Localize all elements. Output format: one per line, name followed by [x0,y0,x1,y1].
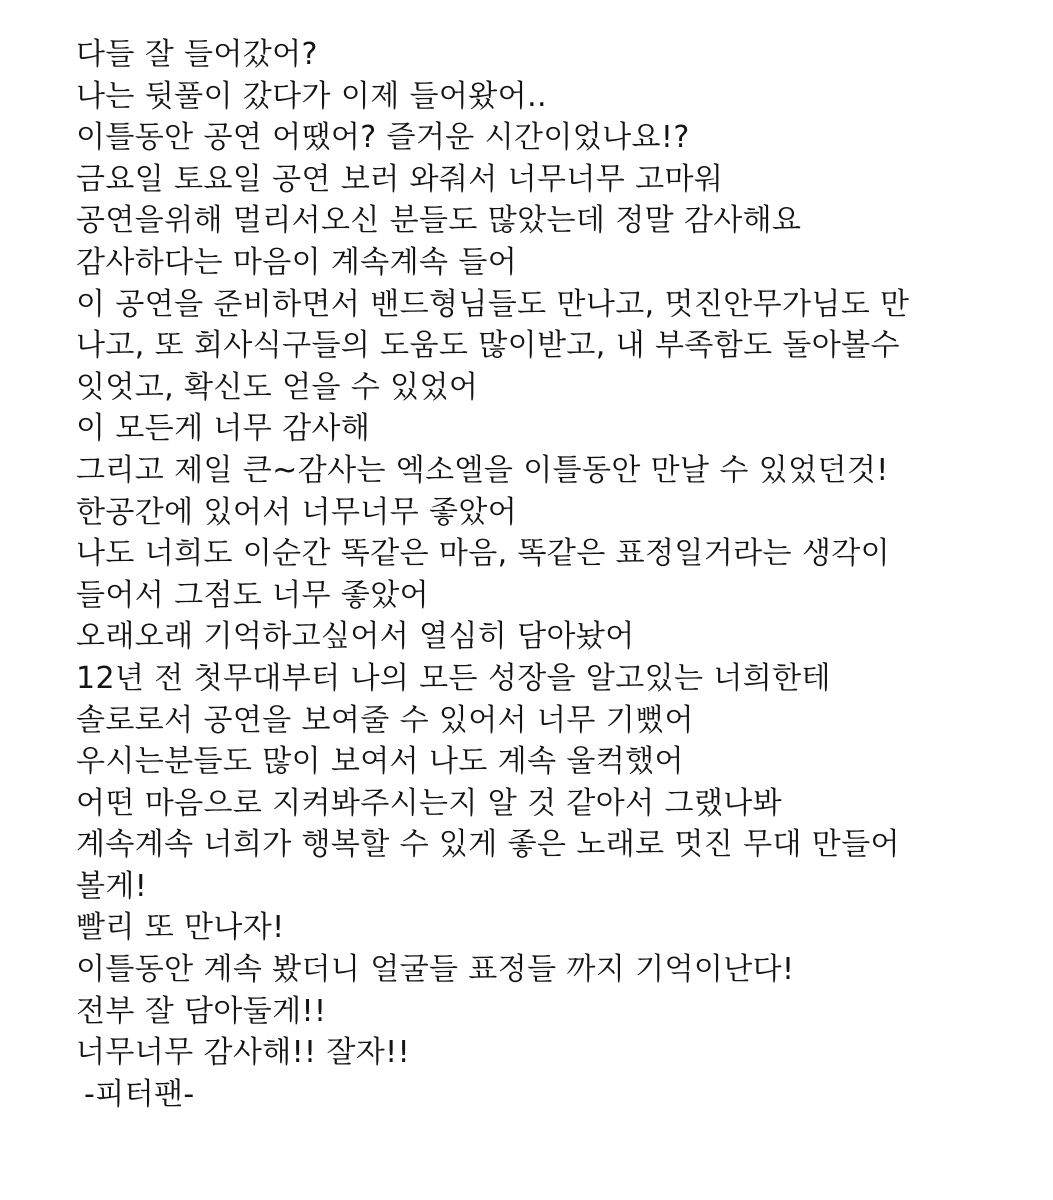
note-line-20: 계속계속 너희가 행복할 수 있게 좋은 노래로 멋진 무대 만들어 [76,827,900,863]
note-line-1: 다들 잘 들어갔어? [76,37,318,72]
note-line-22: 빨리 또 만나자! [76,910,285,946]
note-line-15: 오래오래 기억하고싶어서 열심히 담아놨어 [76,619,635,655]
note-line-18: 우시는분들도 많이 보여서 나도 계속 울컥했어 [76,744,684,780]
note-line-2: 나는 뒷풀이 갔다가 이제 들어왔어.. [76,78,547,114]
note-signature: -피터팬- [84,1076,195,1112]
note-line-7: 이 공연을 준비하면서 밴드형님들도 만나고, 멋진안무가님도 만 [76,286,910,322]
note-line-8: 나고, 또 회사식구들의 도움도 많이받고, 내 부족함도 돌아볼수 [76,328,900,364]
note-line-11: 그리고 제일 큰~감사는 엑소엘을 이틀동안 만날 수 있었던것! [76,452,889,488]
note-line-6: 감사하다는 마음이 계속계속 들어 [76,244,518,280]
note-line-23: 이틀동안 계속 봤더니 얼굴들 표정들 까지 기억이난다! [76,952,795,988]
note-line-19: 어떤 마음으로 지켜봐주시는지 알 것 같아서 그랬나봐 [76,785,782,821]
note-line-16: 12년 전 첫무대부터 나의 모든 성장을 알고있는 너희한테 [76,660,831,696]
note-line-21: 볼게! [76,868,148,904]
note-line-5: 공연을위해 멀리서오신 분들도 많았는데 정말 감사해요 [76,203,802,239]
note-line-13: 나도 너희도 이순간 똑같은 마음, 똑같은 표정일거라는 생각이 [76,536,890,572]
note-line-24: 전부 잘 담아둘게!! [76,993,327,1029]
note-line-17: 솔로로서 공연을 보여줄 수 있어서 너무 기뻤어 [76,702,694,738]
note-line-9: 잇엇고, 확신도 얻을 수 있었어 [76,369,479,405]
note-line-25: 너무너무 감사해!! 잘자!! [76,1035,410,1071]
note-body [76,34,1036,1115]
note-line-14: 들어서 그점도 너무 좋았어 [76,577,429,613]
note-line-3: 이틀동안 공연 어땠어? 즐거운 시간이었나요!? [76,120,690,156]
note-line-10: 이 모든게 너무 감사해 [76,411,371,447]
note-line-12: 한공간에 있어서 너무너무 좋았어 [76,494,518,530]
note-line-4: 금요일 토요일 공연 보러 와줘서 너무너무 고마워 [76,161,724,197]
